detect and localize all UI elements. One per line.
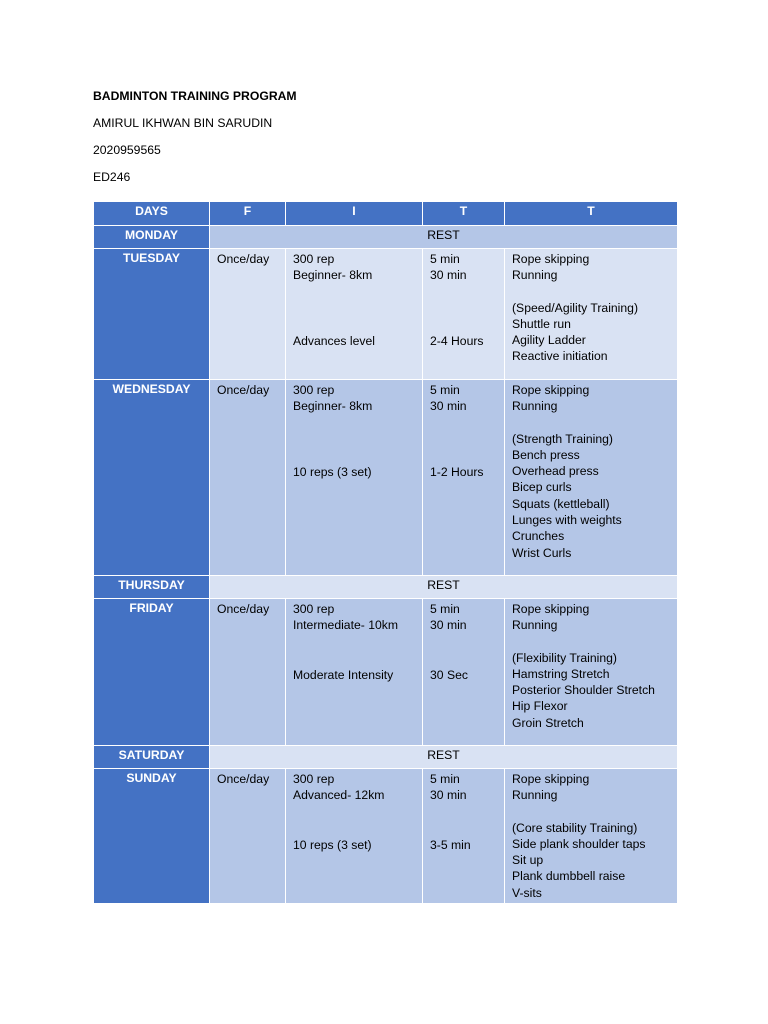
- type-cell: [505, 769, 678, 904]
- time-bottom: 2-4 Hours: [430, 333, 484, 348]
- frequency-cell: Once/day: [210, 249, 286, 380]
- type-cell: [505, 380, 678, 576]
- intensity-cell: [286, 599, 423, 746]
- frequency-cell: Once/day: [210, 769, 286, 904]
- intensity-bottom: Moderate Intensity: [293, 667, 394, 682]
- course-code: ED246: [93, 170, 131, 184]
- time-cell: [423, 769, 505, 904]
- rest-cell: REST: [210, 746, 678, 769]
- header-days: DAYS: [94, 202, 210, 226]
- type-bottom: (Flexibility Training) Hamstring Stretch Posterior Shoulder Stretch Hip Flexor Groin Stretch: [512, 650, 655, 730]
- day-label: WEDNESDAY: [94, 380, 210, 576]
- time-cell: [423, 599, 505, 746]
- frequency-cell: Once/day: [210, 380, 286, 576]
- time-top: 5 min 30 min: [430, 602, 467, 633]
- day-label: MONDAY: [94, 226, 210, 249]
- intensity-cell: [286, 380, 423, 576]
- time-bottom: 1-2 Hours: [430, 464, 484, 479]
- time-top: 5 min 30 min: [430, 383, 467, 414]
- type-bottom: (Core stability Training) Side plank shoulder taps Sit up Plank dumbbell raise V-sits: [512, 820, 646, 900]
- day-label: SUNDAY: [94, 769, 210, 904]
- intensity-top: 300 rep Beginner- 8km: [293, 383, 373, 414]
- type-top: Rope skipping Running: [512, 383, 590, 414]
- type-cell: [505, 599, 678, 746]
- time-bottom: 30 Sec: [430, 667, 468, 682]
- table-row-friday: [94, 599, 678, 746]
- table-row-saturday: [94, 746, 678, 769]
- intensity-bottom: 10 reps (3 set): [293, 464, 372, 479]
- table-row-sunday: [94, 769, 678, 904]
- document-title: BADMINTON TRAINING PROGRAM: [93, 89, 297, 103]
- day-label: FRIDAY: [94, 599, 210, 746]
- intensity-cell: [286, 249, 423, 380]
- intensity-top: 300 rep Advanced- 12km: [293, 772, 385, 803]
- time-top: 5 min 30 min: [430, 252, 467, 283]
- table-row-tuesday: [94, 249, 678, 380]
- header-type: T: [505, 202, 678, 226]
- day-label: TUESDAY: [94, 249, 210, 380]
- intensity-bottom: 10 reps (3 set): [293, 837, 372, 852]
- type-cell: [505, 249, 678, 380]
- type-bottom: (Strength Training) Bench press Overhead press Bicep curls Squats (kettleball) Lunges with weights Crunches Wrist Curls: [512, 431, 622, 560]
- type-top: Rope skipping Running: [512, 252, 590, 283]
- header-intensity: I: [286, 202, 423, 226]
- student-id: 2020959565: [93, 143, 161, 157]
- time-cell: [423, 249, 505, 380]
- intensity-cell: [286, 769, 423, 904]
- table-row-thursday: [94, 576, 678, 599]
- table-row-wednesday: [94, 380, 678, 576]
- time-cell: [423, 380, 505, 576]
- time-top: 5 min 30 min: [430, 772, 467, 803]
- type-top: Rope skipping Running: [512, 602, 590, 633]
- intensity-top: 300 rep Intermediate- 10km: [293, 602, 398, 633]
- rest-cell: REST: [210, 226, 678, 249]
- header-frequency: F: [210, 202, 286, 226]
- type-top: Rope skipping Running: [512, 772, 590, 803]
- student-name: AMIRUL IKHWAN BIN SARUDIN: [93, 116, 273, 130]
- intensity-bottom: Advances level: [293, 333, 375, 348]
- type-bottom: (Speed/Agility Training) Shuttle run Agility Ladder Reactive initiation: [512, 300, 638, 364]
- intensity-top: 300 rep Beginner- 8km: [293, 252, 373, 283]
- training-table: [93, 201, 678, 904]
- table-row-monday: [94, 226, 678, 249]
- header-time: T: [423, 202, 505, 226]
- day-label: THURSDAY: [94, 576, 210, 599]
- time-bottom: 3-5 min: [430, 837, 471, 852]
- table-header-row: [94, 202, 678, 226]
- rest-cell: REST: [210, 576, 678, 599]
- day-label: SATURDAY: [94, 746, 210, 769]
- frequency-cell: Once/day: [210, 599, 286, 746]
